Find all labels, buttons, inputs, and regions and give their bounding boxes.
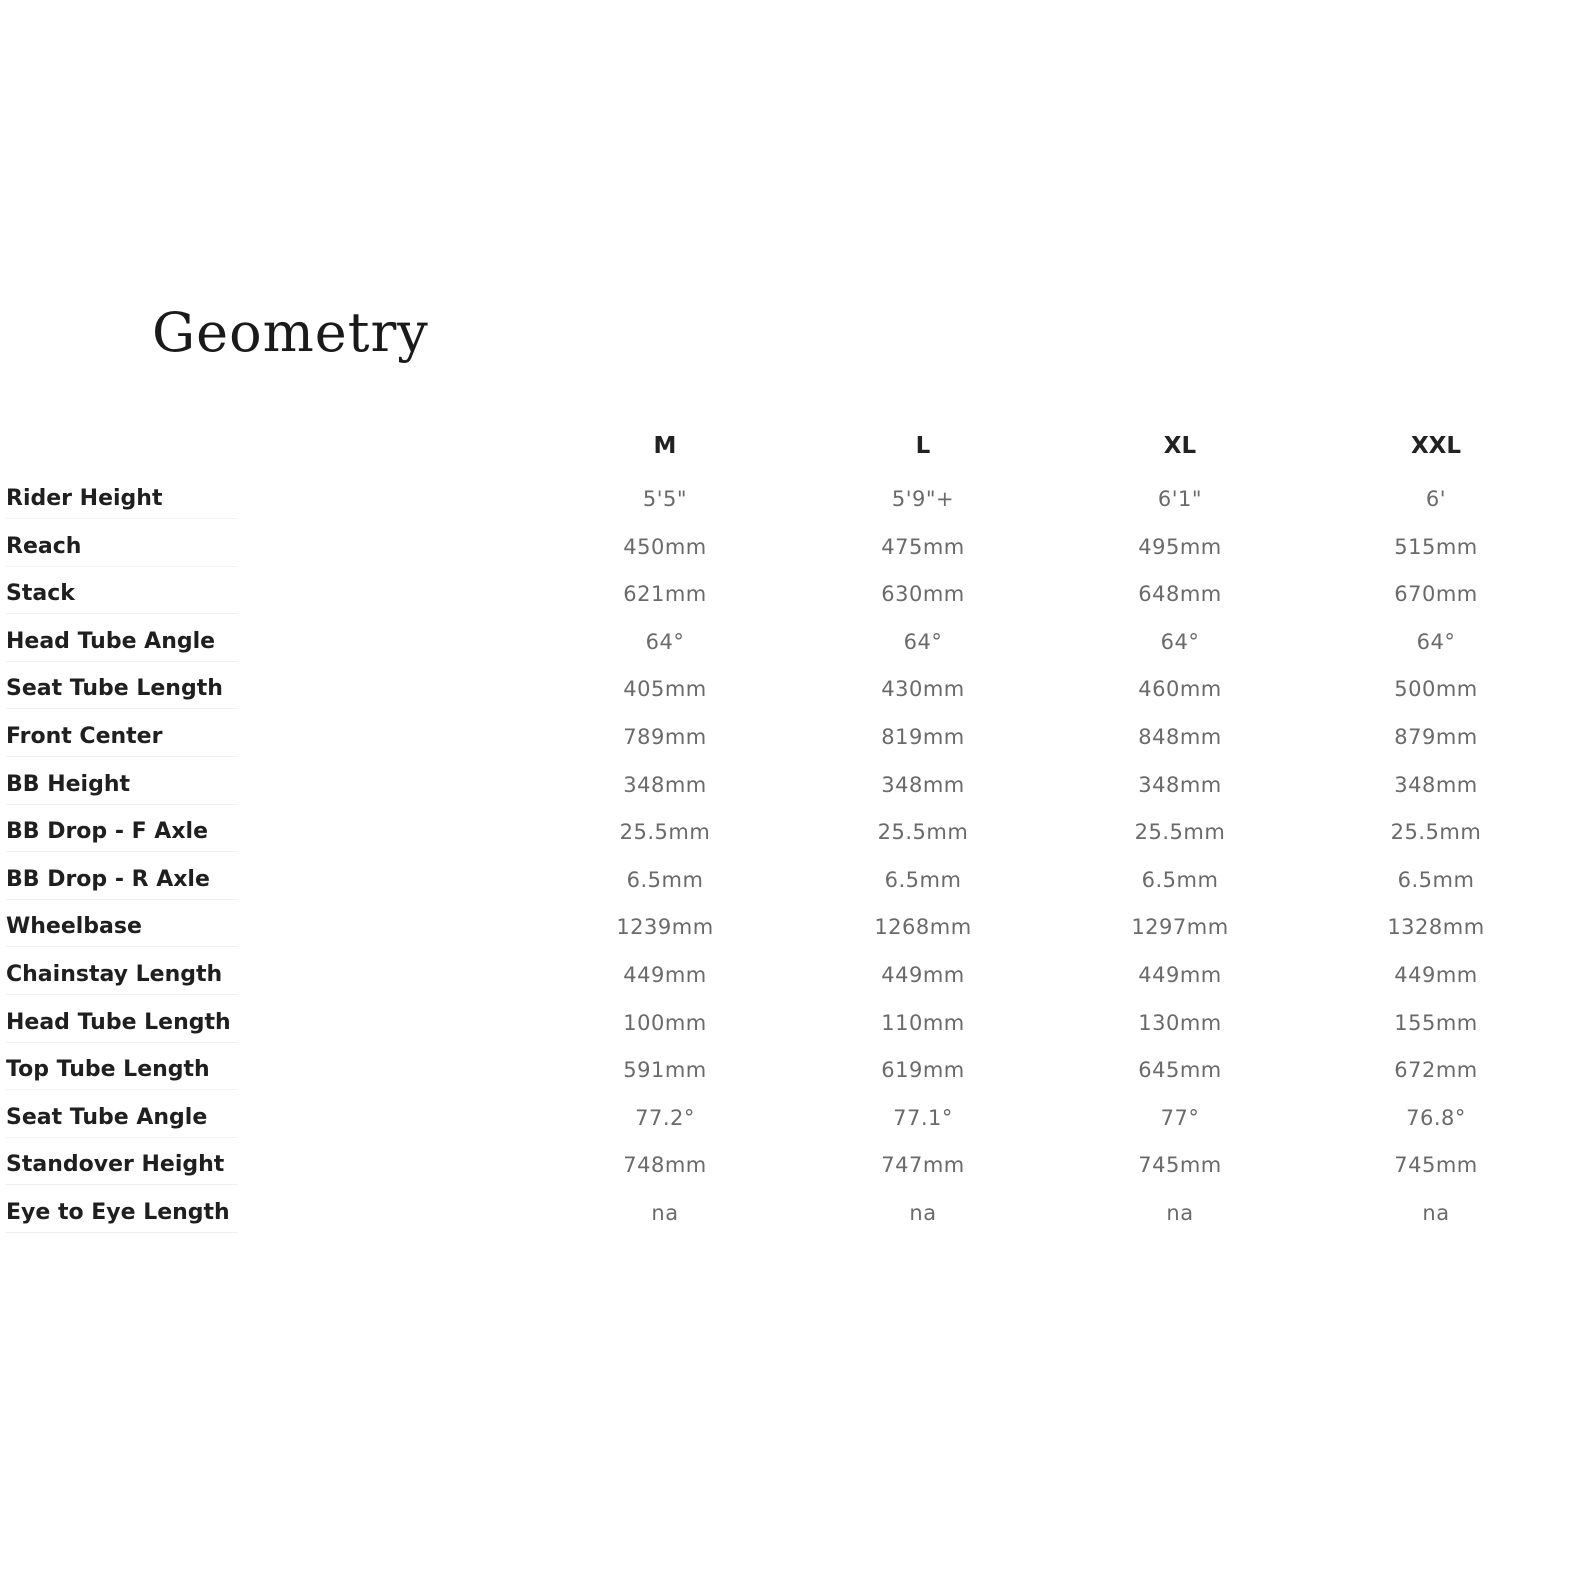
row-label: Rider Height [6, 480, 238, 519]
table-cell: 1297mm [1131, 915, 1229, 940]
row-label: BB Drop - R Axle [6, 861, 238, 900]
table-cell: 460mm [1138, 677, 1222, 702]
row-label: Chainstay Length [6, 956, 238, 995]
table-cell: 5'9"+ [891, 487, 955, 511]
table-cell: 645mm [1138, 1058, 1222, 1083]
row-label: Seat Tube Length [6, 670, 238, 709]
row-label: Head Tube Length [6, 1004, 238, 1043]
table-row [0, 766, 1570, 814]
row-label: Front Center [6, 718, 238, 757]
size-header-xl: XL [1163, 433, 1197, 459]
table-row [0, 623, 1570, 671]
page-title: Geometry [152, 301, 429, 364]
table-cell: 879mm [1394, 724, 1478, 749]
table-cell: 789mm [623, 724, 707, 749]
table-cell: 64° [1416, 629, 1456, 654]
table-cell: 449mm [881, 962, 965, 987]
table-cell: 77° [1160, 1105, 1200, 1130]
geometry-table [0, 425, 1570, 1242]
table-cell: 495mm [1138, 534, 1222, 559]
table-row [0, 528, 1570, 576]
table-cell: 648mm [1138, 582, 1222, 607]
table-cell: 110mm [881, 1010, 965, 1035]
table-cell: 77.2° [635, 1105, 695, 1130]
table-cell: 100mm [623, 1010, 707, 1035]
table-cell: 619mm [881, 1058, 965, 1083]
table-cell: 348mm [623, 772, 707, 797]
table-cell: 475mm [881, 534, 965, 559]
table-cell: 155mm [1394, 1010, 1478, 1035]
table-cell: 515mm [1394, 534, 1478, 559]
table-cell: 748mm [623, 1153, 707, 1178]
table-row [0, 1099, 1570, 1147]
table-cell: na [1166, 1200, 1194, 1225]
table-cell: 25.5mm [877, 820, 969, 845]
table-cell: 5'5" [642, 487, 688, 511]
table-cell: 25.5mm [619, 820, 711, 845]
table-cell: 77.1° [893, 1105, 953, 1130]
table-cell: 449mm [1394, 962, 1478, 987]
table-cell: 1239mm [616, 915, 714, 940]
table-cell: 630mm [881, 582, 965, 607]
row-label: Wheelbase [6, 908, 238, 947]
table-row [0, 575, 1570, 623]
table-cell: 6'1" [1157, 487, 1203, 511]
table-row [0, 480, 1570, 528]
size-header-m: M [653, 433, 677, 459]
row-label: Seat Tube Angle [6, 1099, 238, 1138]
table-cell: na [651, 1200, 679, 1225]
row-label: BB Drop - F Axle [6, 813, 238, 852]
table-cell: 348mm [1394, 772, 1478, 797]
row-label: Head Tube Angle [6, 623, 238, 662]
table-cell: 621mm [623, 582, 707, 607]
table-cell: 500mm [1394, 677, 1478, 702]
table-cell: 25.5mm [1134, 820, 1226, 845]
table-cell: 64° [903, 629, 943, 654]
table-cell: 449mm [623, 962, 707, 987]
table-cell: 348mm [881, 772, 965, 797]
table-cell: na [909, 1200, 937, 1225]
table-cell: 430mm [881, 677, 965, 702]
row-label: Stack [6, 575, 238, 614]
table-cell: 848mm [1138, 724, 1222, 749]
table-row [0, 861, 1570, 909]
table-row [0, 1146, 1570, 1194]
table-cell: 1268mm [874, 915, 972, 940]
table-cell: 64° [1160, 629, 1200, 654]
table-cell: 6' [1425, 487, 1447, 511]
table-cell: 670mm [1394, 582, 1478, 607]
table-row [0, 1004, 1570, 1052]
table-cell: 747mm [881, 1153, 965, 1178]
table-cell: 348mm [1138, 772, 1222, 797]
row-label: Reach [6, 528, 238, 567]
table-cell: na [1422, 1200, 1450, 1225]
table-cell: 405mm [623, 677, 707, 702]
table-row [0, 908, 1570, 956]
table-cell: 76.8° [1406, 1105, 1466, 1130]
table-cell: 64° [645, 629, 685, 654]
size-header-xxl: XXL [1410, 433, 1462, 459]
table-row [0, 1194, 1570, 1242]
table-cell: 672mm [1394, 1058, 1478, 1083]
table-cell: 6.5mm [884, 867, 962, 892]
table-row [0, 718, 1570, 766]
table-cell: 819mm [881, 724, 965, 749]
table-row [0, 813, 1570, 861]
table-cell: 6.5mm [626, 867, 704, 892]
table-row [0, 956, 1570, 1004]
table-cell: 745mm [1394, 1153, 1478, 1178]
table-cell: 25.5mm [1390, 820, 1482, 845]
row-label: Standover Height [6, 1146, 238, 1185]
table-cell: 130mm [1138, 1010, 1222, 1035]
table-cell: 591mm [623, 1058, 707, 1083]
table-body [0, 480, 1570, 1242]
row-label: Eye to Eye Length [6, 1194, 238, 1233]
table-cell: 1328mm [1387, 915, 1485, 940]
size-header-l: L [915, 433, 931, 459]
table-row [0, 1051, 1570, 1099]
row-label: Top Tube Length [6, 1051, 238, 1090]
size-header-row [0, 425, 1570, 480]
table-cell: 449mm [1138, 962, 1222, 987]
table-cell: 450mm [623, 534, 707, 559]
table-cell: 6.5mm [1141, 867, 1219, 892]
table-cell: 745mm [1138, 1153, 1222, 1178]
table-cell: 6.5mm [1397, 867, 1475, 892]
row-label: BB Height [6, 766, 238, 805]
table-row [0, 670, 1570, 718]
